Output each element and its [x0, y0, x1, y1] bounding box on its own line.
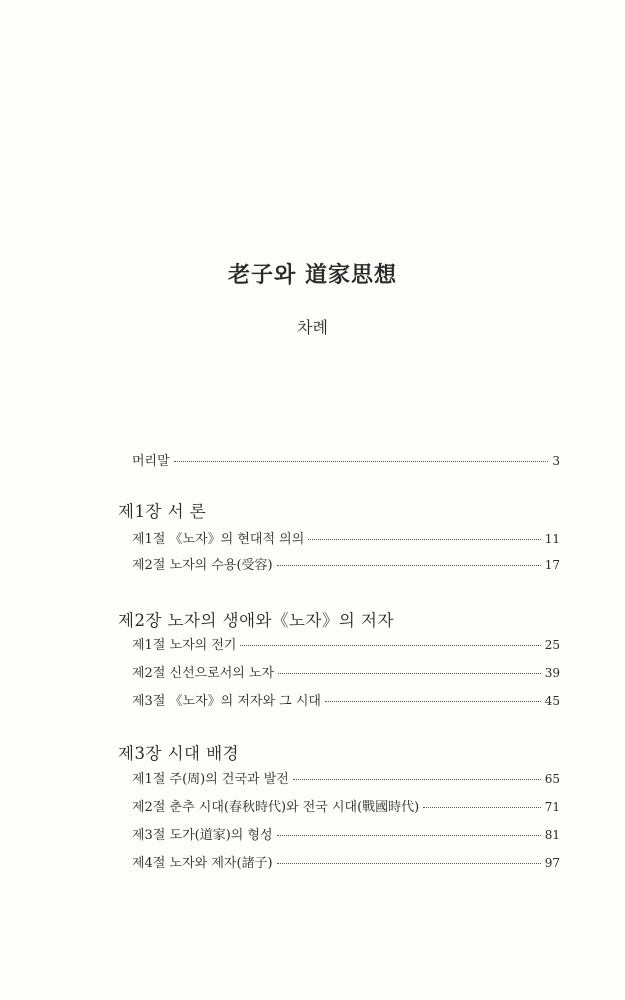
dot-leader: [277, 835, 541, 836]
toc-entry-label: 제2절 노자의 수용(受容): [132, 558, 273, 573]
toc-entry-preface[interactable]: [132, 450, 560, 470]
toc-entry-section[interactable]: [132, 852, 560, 872]
book-title: 老子와 道家思想: [228, 262, 397, 288]
toc-entry-label: 제2절 신선으로서의 노자: [132, 666, 275, 681]
dot-leader: [277, 565, 541, 566]
dot-leader: [293, 779, 541, 780]
dot-leader: [278, 673, 541, 674]
toc-entry-section[interactable]: [132, 528, 560, 548]
toc-entry-label: 제1절 《노자》의 현대적 의의: [132, 532, 305, 547]
toc-entry-section[interactable]: [132, 554, 560, 574]
toc-page-number: 25: [544, 638, 560, 652]
toc-entry-label: 머리말: [132, 454, 170, 469]
toc-page-number: 71: [544, 800, 560, 814]
dot-leader: [325, 701, 541, 702]
toc-page-number: 39: [544, 666, 560, 680]
toc-page-number: 3: [552, 454, 560, 468]
toc-entry-section[interactable]: [132, 796, 560, 816]
toc-entry-label: 제4절 노자와 제자(諸子): [132, 856, 273, 871]
toc-entry-label: 제3절 《노자》의 저자와 그 시대: [132, 694, 321, 709]
chapter-2-title[interactable]: 제2장 노자의 생애와《노자》의 저자: [118, 611, 394, 630]
dot-leader: [277, 863, 541, 864]
dot-leader: [423, 807, 540, 808]
toc-page-number: 17: [544, 558, 560, 572]
toc-entry-label: 제2절 춘추 시대(春秋時代)와 전국 시대(戰國時代): [132, 800, 420, 815]
toc-entry-section[interactable]: [132, 824, 560, 844]
toc-entry-section[interactable]: [132, 768, 560, 788]
toc-entry-section[interactable]: [132, 634, 560, 654]
toc-page-number: 11: [544, 532, 560, 546]
dot-leader: [174, 461, 549, 462]
toc-entry-label: 제1절 노자의 전기: [132, 638, 237, 653]
toc-entry-label: 제3절 도가(道家)의 형성: [132, 828, 273, 843]
toc-page-number: 97: [544, 856, 560, 870]
dot-leader: [240, 645, 540, 646]
dot-leader: [308, 539, 540, 540]
toc-page-number: 81: [544, 828, 560, 842]
toc-entry-section[interactable]: [132, 662, 560, 682]
toc-page-number: 65: [544, 772, 560, 786]
toc-heading: 차례: [297, 318, 328, 337]
toc-page-number: 45: [544, 694, 560, 708]
chapter-3-title[interactable]: 제3장 시대 배경: [118, 744, 240, 763]
toc-entry-section[interactable]: [132, 690, 560, 710]
toc-entry-label: 제1절 주(周)의 건국과 발전: [132, 772, 289, 787]
chapter-1-title[interactable]: 제1장 서 론: [118, 502, 207, 521]
